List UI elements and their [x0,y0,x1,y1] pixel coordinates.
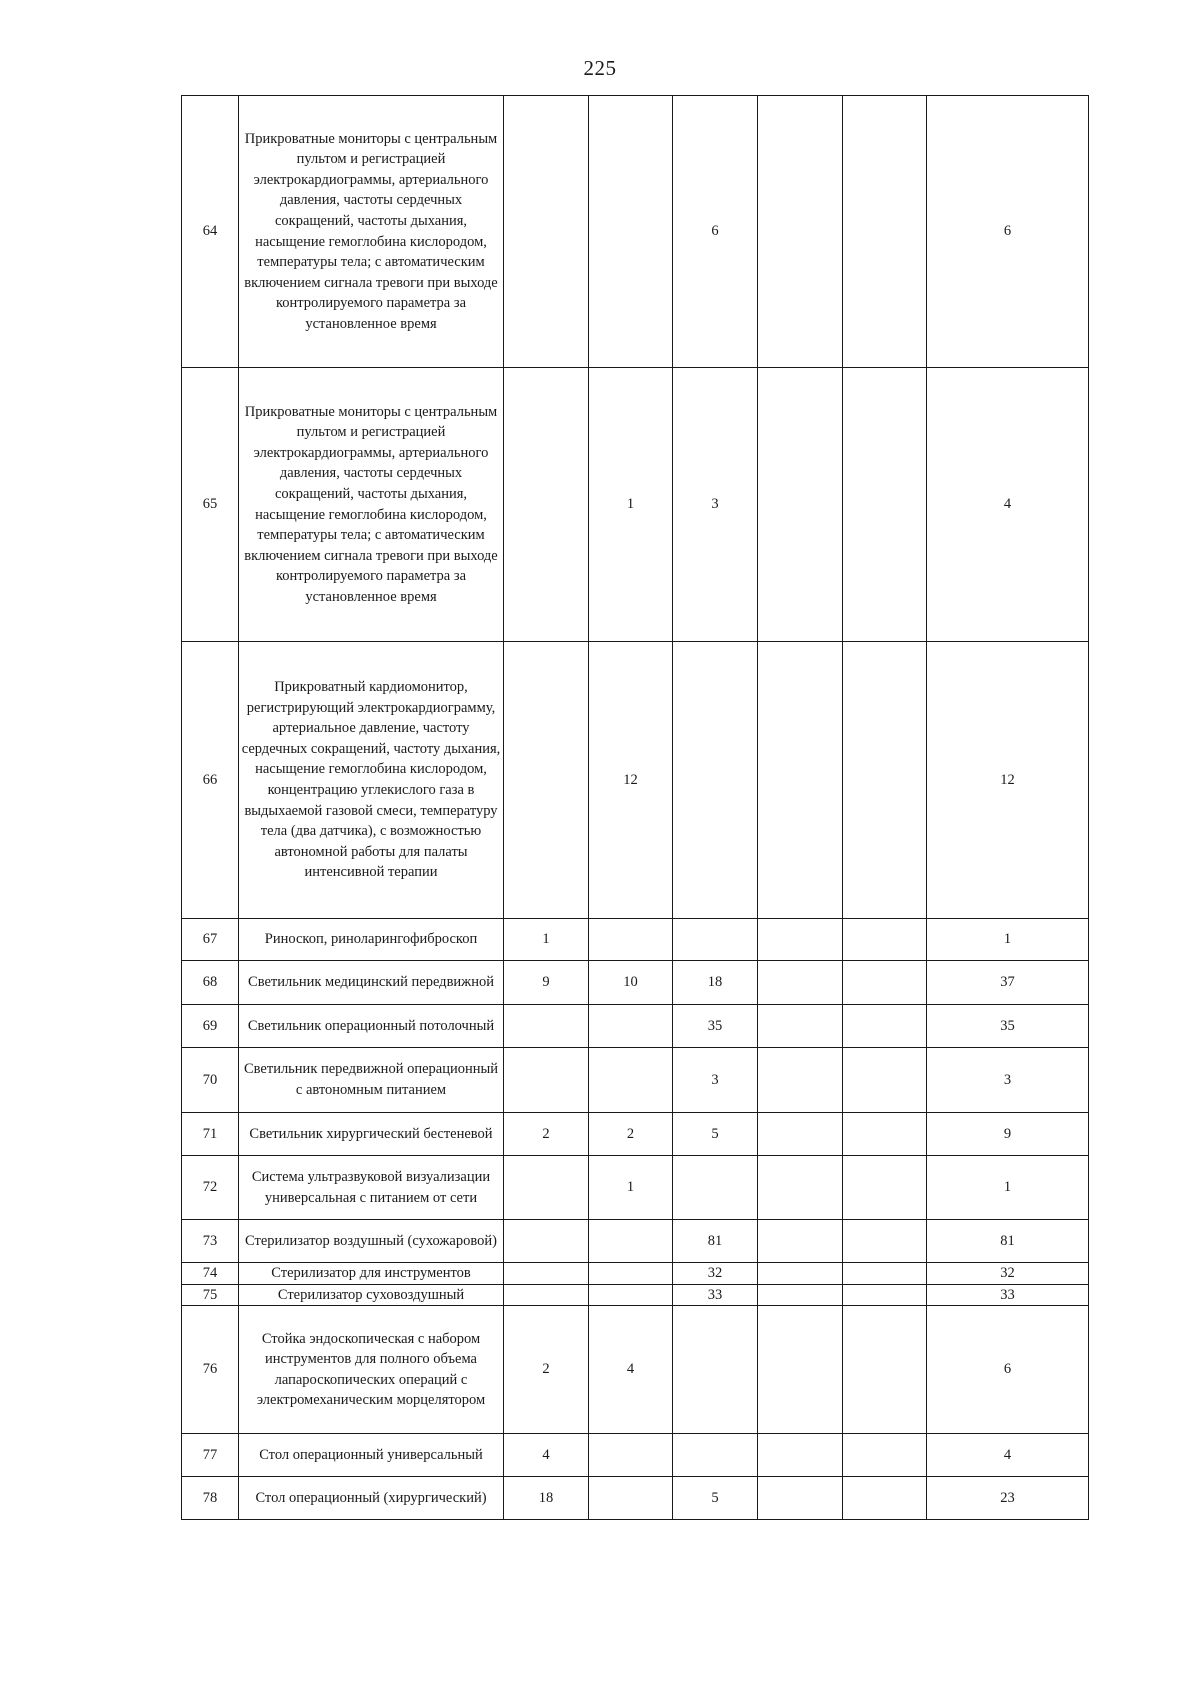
equipment-name: Система ультразвуковой визуализации универсальная с питанием от сети [239,1156,504,1220]
row-number: 76 [182,1306,239,1434]
table-row [182,1284,1089,1306]
equipment-table [181,95,1089,1520]
quantity-col-2: 2 [589,1113,673,1156]
quantity-col-3 [673,1434,758,1477]
table-row [182,1220,1089,1263]
equipment-name: Светильник передвижной операционный с автономным питанием [239,1048,504,1113]
quantity-col-5 [843,368,927,642]
quantity-col-3 [673,642,758,919]
quantity-col-4 [758,919,843,961]
quantity-col-1: 2 [504,1306,589,1434]
quantity-col-2: 10 [589,961,673,1005]
quantity-col-5 [843,642,927,919]
quantity-col-2: 12 [589,642,673,919]
quantity-col-5 [843,1263,927,1285]
row-number: 65 [182,368,239,642]
equipment-name: Стол операционный универсальный [239,1434,504,1477]
quantity-col-3: 32 [673,1263,758,1285]
quantity-total: 1 [927,1156,1089,1220]
equipment-name: Стерилизатор суховоздушный [239,1284,504,1306]
row-number: 73 [182,1220,239,1263]
equipment-name: Стерилизатор для инструментов [239,1263,504,1285]
quantity-col-3: 5 [673,1113,758,1156]
quantity-total: 3 [927,1048,1089,1113]
quantity-col-5 [843,1284,927,1306]
table-row [182,368,1089,642]
quantity-total: 1 [927,919,1089,961]
quantity-col-5 [843,919,927,961]
quantity-col-5 [843,1048,927,1113]
quantity-total: 4 [927,1434,1089,1477]
table-row [182,1434,1089,1477]
table-row [182,96,1089,368]
quantity-col-2 [589,1434,673,1477]
quantity-total: 9 [927,1113,1089,1156]
row-number: 69 [182,1005,239,1048]
table-row [182,919,1089,961]
quantity-col-5 [843,1477,927,1520]
quantity-col-2 [589,1220,673,1263]
quantity-col-3: 33 [673,1284,758,1306]
quantity-col-4 [758,96,843,368]
quantity-col-4 [758,1284,843,1306]
quantity-total: 81 [927,1220,1089,1263]
quantity-col-2 [589,1005,673,1048]
quantity-col-4 [758,1477,843,1520]
quantity-col-5 [843,1306,927,1434]
quantity-col-2: 4 [589,1306,673,1434]
equipment-name: Светильник хирургический бестеневой [239,1113,504,1156]
table-row [182,1477,1089,1520]
quantity-col-4 [758,1048,843,1113]
quantity-total: 32 [927,1263,1089,1285]
quantity-col-4 [758,1005,843,1048]
quantity-col-1: 2 [504,1113,589,1156]
equipment-name: Стол операционный (хирургический) [239,1477,504,1520]
quantity-col-5 [843,1434,927,1477]
equipment-name: Прикроватный кардиомонитор, регистрирующий электрокардиограмму, артериальное давление, частоту сердечных сокращений, частоту дыхания, насыщение гемоглобина кислородом, концентрацию углекислого газа в выдыхаемой газовой смеси, температуру тела (два датчика), с возможностью автономной работы для палаты интенсивной терапии [239,642,504,919]
row-number: 68 [182,961,239,1005]
quantity-col-3 [673,919,758,961]
row-number: 64 [182,96,239,368]
quantity-col-1: 4 [504,1434,589,1477]
row-number: 71 [182,1113,239,1156]
quantity-col-1 [504,1284,589,1306]
quantity-col-5 [843,1220,927,1263]
quantity-col-4 [758,368,843,642]
table-row [182,642,1089,919]
equipment-name: Риноскоп, риноларингофиброскоп [239,919,504,961]
quantity-col-2 [589,1284,673,1306]
quantity-total: 37 [927,961,1089,1005]
quantity-col-3: 35 [673,1005,758,1048]
quantity-col-2: 1 [589,1156,673,1220]
quantity-col-3: 3 [673,1048,758,1113]
quantity-col-2 [589,1263,673,1285]
quantity-col-2 [589,919,673,961]
page-number: 225 [583,56,617,80]
table-row [182,1263,1089,1285]
quantity-col-3: 18 [673,961,758,1005]
quantity-col-1: 18 [504,1477,589,1520]
quantity-col-4 [758,1113,843,1156]
quantity-col-4 [758,1220,843,1263]
quantity-col-2 [589,1477,673,1520]
table-row [182,1156,1089,1220]
quantity-col-4 [758,1263,843,1285]
quantity-col-4 [758,961,843,1005]
quantity-col-5 [843,1156,927,1220]
quantity-total: 33 [927,1284,1089,1306]
quantity-col-1: 9 [504,961,589,1005]
quantity-col-3: 6 [673,96,758,368]
equipment-name: Светильник операционный потолочный [239,1005,504,1048]
quantity-col-5 [843,96,927,368]
quantity-col-1 [504,368,589,642]
table-row [182,1306,1089,1434]
row-number: 75 [182,1284,239,1306]
equipment-name: Прикроватные мониторы с центральным пультом и регистрацией электрокардиограммы, артериального давления, частоты сердечных сокращений, частоты дыхания, насыщение гемоглобина кислородом, температуры тела; с автоматическим включением сигнала тревоги при выходе контролируемого параметра за установленное время [239,96,504,368]
row-number: 78 [182,1477,239,1520]
quantity-col-3 [673,1306,758,1434]
quantity-col-1 [504,1156,589,1220]
table-row [182,1048,1089,1113]
quantity-col-4 [758,1306,843,1434]
quantity-col-1: 1 [504,919,589,961]
quantity-col-1 [504,642,589,919]
row-number: 67 [182,919,239,961]
quantity-col-1 [504,1048,589,1113]
equipment-name: Стерилизатор воздушный (сухожаровой) [239,1220,504,1263]
quantity-col-5 [843,1005,927,1048]
quantity-col-3: 3 [673,368,758,642]
quantity-total: 23 [927,1477,1089,1520]
equipment-name: Прикроватные мониторы с центральным пультом и регистрацией электрокардиограммы, артериального давления, частоты сердечных сокращений, частоты дыхания, насыщение гемоглобина кислородом, температуры тела; с автоматическим включением сигнала тревоги при выходе контролируемого параметра за установленное время [239,368,504,642]
quantity-col-5 [843,1113,927,1156]
quantity-total: 12 [927,642,1089,919]
quantity-col-3: 81 [673,1220,758,1263]
row-number: 72 [182,1156,239,1220]
quantity-total: 4 [927,368,1089,642]
quantity-col-1 [504,96,589,368]
quantity-col-1 [504,1220,589,1263]
row-number: 70 [182,1048,239,1113]
quantity-total: 6 [927,96,1089,368]
table-row [182,1005,1089,1048]
table-row [182,961,1089,1005]
quantity-col-4 [758,642,843,919]
quantity-col-3: 5 [673,1477,758,1520]
quantity-col-5 [843,961,927,1005]
quantity-col-1 [504,1005,589,1048]
quantity-col-2 [589,1048,673,1113]
quantity-total: 6 [927,1306,1089,1434]
table-row [182,1113,1089,1156]
quantity-col-2 [589,96,673,368]
quantity-col-2: 1 [589,368,673,642]
row-number: 66 [182,642,239,919]
equipment-name: Светильник медицинский передвижной [239,961,504,1005]
quantity-total: 35 [927,1005,1089,1048]
row-number: 74 [182,1263,239,1285]
quantity-col-4 [758,1156,843,1220]
equipment-name: Стойка эндоскопическая с набором инструментов для полного объема лапароскопических операций с электромеханическим морцелятором [239,1306,504,1434]
quantity-col-1 [504,1263,589,1285]
row-number: 77 [182,1434,239,1477]
quantity-col-3 [673,1156,758,1220]
quantity-col-4 [758,1434,843,1477]
